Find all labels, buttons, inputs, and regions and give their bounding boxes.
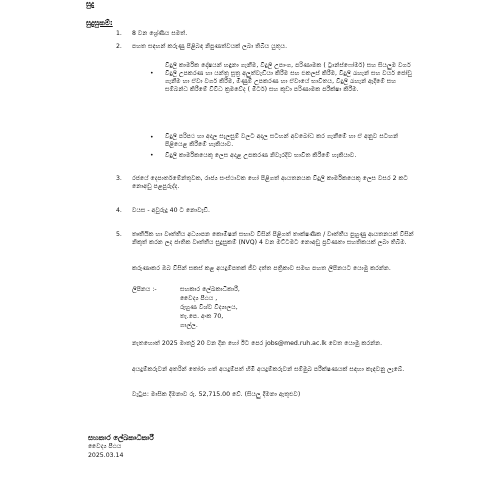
item-number: 3. [116, 175, 122, 182]
item-number: 4. [116, 207, 122, 214]
address-line: සහකාර ලේඛකාධිකාරී, [180, 286, 240, 293]
bullet-dot: • [150, 152, 154, 159]
item-text: වයස - අවුරුදු 40 ට නොවැඩි. [132, 207, 210, 214]
address-line: ගාල්ල. [180, 322, 198, 329]
address-line: රුහුණ විශ්ව විද්‍යාලය, [180, 304, 238, 311]
shortlist-paragraph: අයදුම්කරුවන් අතරින් තෝරා ගත් අයදුම්පත් හිමි අයදුම්කරුවන් සම්මුඛ පරීක්ෂණයක් සඳහා කැඳවනු ලැබේ. [132, 366, 405, 373]
bullet-text: විදුලි කාර්මිකයෙකු ලෙස අදාළ උපකරණ නිවැරදිව භාවිත කිරීමේ හැකියාව. [165, 152, 357, 159]
address-line: වෛද්‍ය පීඨය , [180, 295, 218, 302]
bullet-text: විදුලි පරිපථ හා අදාල සැලසුම් වලට අදාල සටහන් අවබෝධ කර ගැනීමේ හා ඒ අනුව සටහන් පිළියෙළ කිරීමේ හැකියාව. [165, 133, 399, 148]
address-label: ලිපිනය :- [132, 286, 157, 293]
section-heading: සුදු [86, 0, 95, 8]
bullet-dot: • [150, 134, 154, 141]
item-text: තෘතීයික හා වෘත්තීය අධ්‍යාපන කොමිෂන් සභාව විසින් පිළිගත් තාක්ෂණික / වෘත්තීය පුහුණු ආයතනයක් විසින් නිකුත් කරන ලද ජාතික වෘත්තීය සුදුසුකම් (NVQ) 4 වන මට්ටමට නොඅඩු ප්‍රවීණතා සහතිකයක් ලබා තිබීම. [132, 231, 414, 246]
salary-text: වැටුප: මාසික දීමනාව රු. 52,715.00 වේ. (සියලු දීමනා ඇතුළුව) [132, 391, 301, 398]
deadline-text: නැතහොත් 2025 මාර්තු 20 වන දින හෝ ඊට පෙර jobs@med.ruh.ac.lk වෙත යොමු කරන්න. [132, 340, 383, 347]
application-paragraph: කරුණාකර ඔබ විසින් සකස් කළ අයදුම්පතක් ජීව දත්ත පත්‍රිකාව සමඟ පහත ලිපිනයට යොමු කරන්න. [132, 265, 391, 272]
bullet-text: විදුලි කාර්මික දෝෂයන් හඳුනා ගැනීම, විදුලි උපාංග, පරිණාමක ( ට්‍රාන්ස්ෆෝමර්) සහ සියලුම වර්ග විදුලි උපකරණ හා යන්ත්‍ර සූත්‍ර අලුත්වැඩියා කිරීම සහ එකලස් කිරීම, විදුලි රැහැන් සහ වයර් ජෝඩු ගැනීම හා ඒවා වර්ග කිරීම, මිණුම් උපකරණ හා ඒවායේ භාවිතය, විදුලි රැහැන් ඇදීමේ සහ සම්බන්ධ කිරීමේ විවිධ ක්‍රමවේද ( මීටර්) සහ කුඩා පරිණාමක පරීක්ෂා කිරීම. [165, 62, 412, 93]
address-line: තැ.පෙ. අංක 70, [180, 313, 224, 320]
item-number: 2. [116, 43, 122, 50]
item-number: 5. [116, 231, 122, 238]
signatory-organisation: වෛද්‍ය පීඨය [88, 443, 122, 450]
item-text: රජයේ දෙපාර්තමේන්තුවක, රාජ්‍ය සංස්ථාවක හෝ පිළිගත් ආයතනයක විදුලි කාර්මිකයෙකු ලෙස වසර 2 කට නොඅඩු පළපුරුද්ද. [132, 175, 408, 190]
bullet-dot: • [150, 70, 154, 77]
item-number: 1. [116, 30, 122, 37]
signature-date: 2025.03.14 [88, 452, 124, 459]
item-text: 8 වන ශ්‍රේණිය සමත්. [132, 30, 188, 37]
item-text: පහත සඳහන් කරුණු පිළිබඳ නිපුණත්වයක් ලබා තිබිය යුතුය. [132, 43, 288, 50]
qualifications-heading: සුදුසුකම්: [86, 19, 113, 27]
signatory-title: සහකාර ලේඛකාධිකාරී [88, 434, 154, 442]
